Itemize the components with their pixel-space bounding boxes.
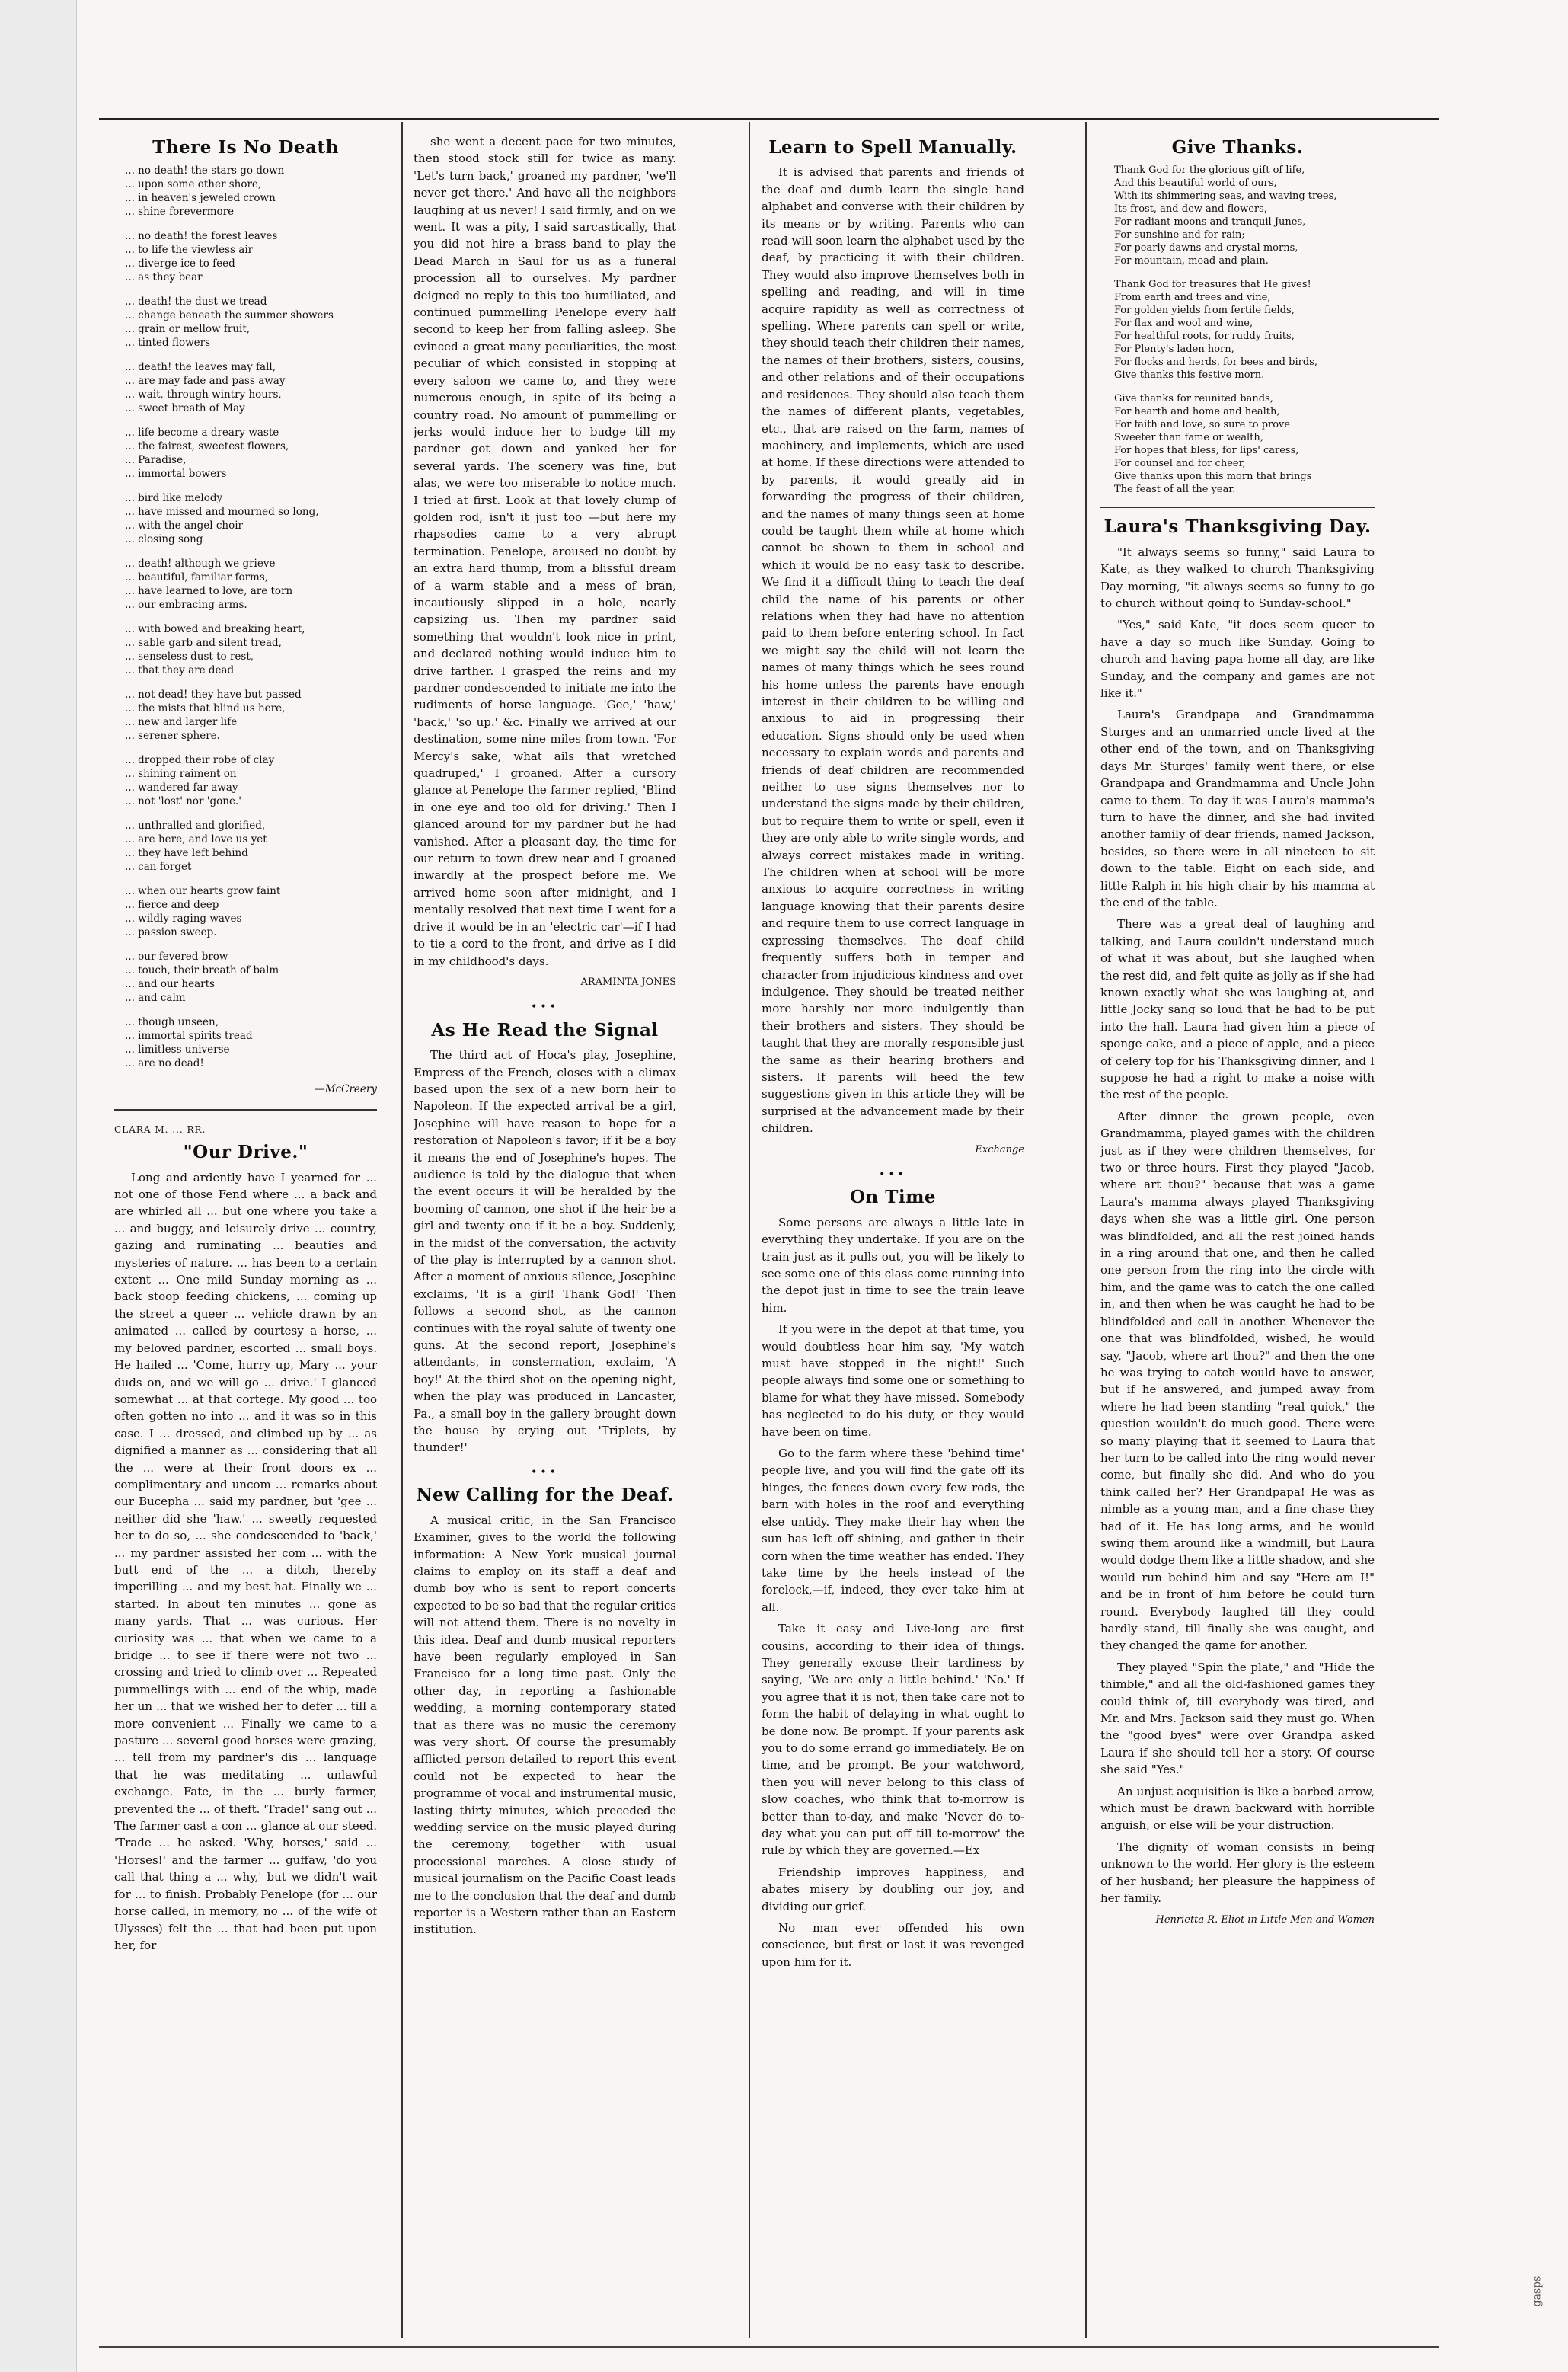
poem-line: ... with bowed and breaking heart,	[125, 623, 305, 636]
stanza	[114, 884, 377, 939]
poem-attribution: —McCreery	[315, 1083, 377, 1096]
poem-line: ... beautiful, familiar forms,	[125, 571, 269, 584]
top-rule	[99, 118, 1439, 120]
divider	[114, 1109, 377, 1111]
poem-line: ... touch, their breath of balm	[125, 964, 279, 977]
story-title: Laura's Thanksgiving Day.	[1103, 516, 1372, 538]
poem-line: ... are here, and love us yet	[125, 833, 267, 846]
poem-line: ... serener sphere.	[125, 730, 220, 743]
poem-line: ... sable garb and silent tread,	[125, 637, 282, 650]
poem-line: ... immortal spirits tread	[125, 1030, 253, 1043]
poem-line: For sunshine and for rain;	[1114, 229, 1245, 241]
poem-line: ... wandered far away	[125, 782, 238, 794]
poem-line: For golden yields from fertile fields,	[1114, 305, 1295, 317]
story-signature: ARAMINTA JONES	[580, 976, 676, 988]
separator: •••	[531, 1001, 559, 1014]
poem-line: For mountain, mead and plain.	[1114, 255, 1269, 267]
poem-line: And this beautiful world of ours,	[1114, 177, 1277, 190]
stanza	[114, 950, 377, 1005]
stanza	[114, 295, 377, 350]
stanza	[114, 426, 377, 481]
stanza	[114, 360, 377, 415]
paragraph: They played "Spin the plate," and "Hide the thimble," and all the old-fashioned games they could think of, till everybody was tired, and Mr. and Mrs. Jackson said they must go. When the "good byes" were over Grandpa asked Laura if she should tell her a story. Of course she said "Yes."	[1100, 1660, 1375, 1777]
poem-line: ... sweet breath of May	[125, 402, 245, 415]
poem-title: Give Thanks.	[1171, 137, 1304, 158]
poem-line: For flocks and herds, for bees and birds,	[1114, 356, 1317, 369]
stanza	[114, 229, 377, 284]
poem-line: ... and calm	[125, 992, 186, 1005]
paragraph: A musical critic, in the San Francisco Examiner, gives to the world the following information: A New York musical journal claims to employ on its staff a deaf and dumb boy who is sent to report concerts expected to be so bad that the regular critics will not attend them. There is no novelty in this idea. Deaf and dumb musical reporters have been regularly employed in San Francisco for a long time past. Only the other day, in reporting a fashionable wedding, a morning contemporary stated that as there was no music the ceremony was very short. Of course the presumably afflicted person detailed to report this event could not be expected to hear the programme of vocal and instrumental music, lasting thirty minutes, which preceded the wedding service on the music played during the ceremony, together with usual processional marches. A close study of musical journalism on the Pacific Coast leads me to the conclusion that the deaf and dumb reporter is a Western rather than an Eastern institution.	[414, 1513, 676, 1937]
stanza	[1100, 278, 1375, 382]
poem-line: For pearly dawns and crystal morns,	[1114, 242, 1298, 254]
article-body	[762, 1214, 1024, 1971]
poem-line: ... have learned to love, are torn	[125, 585, 293, 598]
poem-line: ... unthralled and glorified,	[125, 820, 266, 833]
poem-line: ... with the angel choir	[125, 519, 243, 532]
poem-line: Thank God for treasures that He gives!	[1114, 279, 1311, 291]
poem-line: ... fierce and deep	[125, 899, 219, 912]
poem-line: Its frost, and dew and flowers,	[1114, 203, 1267, 216]
separator: •••	[531, 1466, 559, 1479]
story-body	[114, 1169, 377, 1955]
poem-line: For healthful roots, for ruddy fruits,	[1114, 331, 1295, 343]
poem-line: For Plenty's laden horn,	[1114, 344, 1234, 356]
paragraph: Take it easy and Live-long are first cousins, according to their idea of things. They generally excuse their tardiness by saying, 'We are only a little behind.' 'No.' If you agree that it is not, then take care not to form the habit of delaying in what ought to be done now. Be prompt. If your parents ask you to do some errand go immediately. Be on time, and be prompt. Be your watchword, then you will never belong to this class of slow coaches, who think that to-morrow is better than to-day, and make 'Never do to-day what you can put off till to-morrow' the rule by which they are governed.—Ex	[762, 1622, 1024, 1858]
stanza	[114, 557, 377, 612]
poem-line: ... are no dead!	[125, 1057, 204, 1070]
poem-line: ... new and larger life	[125, 716, 238, 729]
poem-line: ... in heaven's jeweled crown	[125, 192, 276, 205]
poem-line: ... immortal bowers	[125, 468, 227, 481]
poem-line: ... grain or mellow fruit,	[125, 323, 251, 336]
paragraph: An unjust acquisition is like a barbed arrow, which must be drawn backward with horrible anguish, or else will be your distruction.	[1100, 1784, 1375, 1833]
poem-line: ... when our hearts grow faint	[125, 885, 281, 898]
poem-line: ... our embracing arms.	[125, 599, 247, 612]
page-margin	[0, 0, 77, 2372]
poem-line: ... dropped their robe of clay	[125, 754, 275, 767]
paragraph: The dignity of woman consists in being unknown to the world. Her glory is the esteem of her husband; her pleasure the happiness of her family.	[1100, 1840, 1375, 1906]
stanza	[114, 753, 377, 808]
poem-line: For hearth and home and health,	[1114, 406, 1280, 418]
poem-title: There Is No Death	[152, 137, 339, 158]
poem-line: Give thanks upon this morn that brings	[1114, 471, 1312, 483]
paragraph: If you were in the depot at that time, you would doubtless hear him say, 'My watch must have stopped in the night!' Such people always find some one or something to blame for what they have missed. Somebody has neglected to do his duty, or they would have been on time.	[762, 1322, 1024, 1439]
stanza	[114, 622, 377, 677]
paragraph: she went a decent pace for two minutes, then stood stock still for twice as many. 'Let's turn back,' groaned my pardner, 'we'll never get there.' And have all the neighbors laughing at us never! I said firmly, and on we went. It was a pity, I said sarcastically, that you did not hire a brass band to play the Dead March in Saul for us as a funeral procession all to ourselves. My pardner deigned no reply to this too humiliated, and continued pummelling Penelope every half second to keep her from falling asleep. She evinced a great many peculiarities, the most peculiar of which consisted in stopping at every saloon we came to, and they were numerous enough, in spite of its being a country road. No amount of pummelling or jerks would induce her to budge till my pardner got down and yanked her for several yards. The scenery was fine, but alas, we were too miserable to notice much. I tried at first. Look at that lovely clump of golden rod, isn't it just too —but here my rhapsodies came to a very abrupt termination. Penelope, aroused no doubt by an extra hard thump, from a blissful dream of a warm stable and a mess of bran, incautiously slipped in a hole, nearly capsizing us. Then my pardner said something that wouldn't look nice in print, and declared nothing would induce him to drive farther. I grasped the reins and my pardner condescended to initiate me into the rudiments of horse language. 'Gee,' 'haw,' 'back,' 'so up.' &c. Finally we arrived at our destination, some nine miles from town. 'For Mercy's sake, what ails that wretched quadruped,' I groaned. After a cursory glance at Penelope the farmer replied, 'Blind in one eye and too old for driving.' Then I glanced around for my pardner but he had vanished. After a pleasant day, the time for our return to town drew near and I groaned inwardly at the prospect before me. We arrived home soon after midnight, and I mentally resolved that next time I went for a drive it would be in an 'electric car'—if I had to tie a cord to the front, and drive as I did in my childhood's days.	[414, 135, 676, 968]
column-2	[414, 133, 676, 2338]
poem-line: ... that they are dead	[125, 664, 235, 677]
poem-line: ... life become a dreary waste	[125, 427, 279, 440]
column-rule	[1085, 122, 1087, 2338]
bottom-rule	[99, 2346, 1439, 2348]
paragraph: After dinner the grown people, even Grandmamma, played games with the children just as if they were children themselves, for two or three hours. First they played "Jacob, where art thou?" because that was a game Laura's mamma always played Thanksgiving days when she was a little girl. One person was blindfolded, and all the rest joined hands in a ring around that one, and then he called one person from the ring into the circle with him, and the game was to catch the one called in, and then when he was caught he had to be blindfolded and call in another. Whenever the one that was blindfolded, wished, he would say, "Jacob, where art thou?" and then the one he was trying to catch would have to answer, but if he answered, and jumped away from where he had been standing "real quick," the question wouldn't do much good. There were so many playing that it seemed to Laura that her turn to be called into the ring would never come, but finally she did. And who do you think called her? Her Grandpapa! He was as nimble as a young man, and a fine chase they had of it. He has long arms, and he would swing them around like a windmill, but Laura would dodge them like a little shadow, and she would run behind him and say "Here am I!" and be in front of him before he could turn round. Everybody laughed till they could hardly stand, till finally she was caught, and they changed the game for another.	[1100, 1109, 1375, 1653]
story-title: "Our Drive."	[183, 1142, 308, 1163]
poem-line: For hopes that bless, for lips' caress,	[1114, 445, 1299, 457]
poem-line: The feast of all the year.	[1114, 484, 1236, 496]
poem-body	[114, 164, 377, 1070]
poem-body	[1100, 164, 1375, 496]
poem-line: ... diverge ice to feed	[125, 257, 235, 270]
poem-line: ... Paradise,	[125, 454, 187, 467]
stanza	[114, 491, 377, 546]
paragraph: There was a great deal of laughing and talking, and Laura couldn't understand much of what it was about, but she laughed when the rest did, and felt quite as jolly as if she had known exactly what she was laughing at, and little Jocky sang so loud that he had to be put into the hall. Laura had given him a piece of sponge cake, and a piece of apple, and a piece of celery top for his Thanksgiving dinner, and I suppose he had a right to make a noise with the rest of the people.	[1100, 917, 1375, 1102]
poem-line: ... are may fade and pass away	[125, 375, 286, 388]
poem-line: ... death! although we grieve	[125, 558, 276, 571]
poem-line: ... no death! the forest leaves	[125, 230, 278, 243]
stanza	[114, 819, 377, 874]
paragraph: Some persons are always a little late in everything they undertake. If you are on the train just as it pulls out, you will be likely to see some one of this class come running into the depot just in time to see the train leave him.	[762, 1215, 1024, 1315]
poem-line: ... as they bear	[125, 271, 203, 284]
article-title: On Time	[849, 1187, 937, 1208]
poem-line: ... limitless universe	[125, 1044, 230, 1057]
story-byline: CLARA M. ... RR.	[114, 1124, 206, 1135]
story-source: —Henrietta R. Eliot in Little Men and Women	[1145, 1913, 1375, 1926]
poem-line: Give thanks this festive morn.	[1114, 369, 1265, 382]
stanza	[114, 688, 377, 743]
column-rule	[401, 122, 403, 2338]
poem-line: For faith and love, so sure to prove	[1114, 419, 1291, 431]
article-title: As He Read the Signal	[431, 1019, 659, 1041]
poem-line: ... passion sweep.	[125, 926, 217, 939]
paragraph: Friendship improves happiness, and abates misery by doubling our joy, and dividing our grief.	[762, 1865, 1024, 1913]
article-title: New Calling for the Deaf.	[416, 1485, 674, 1506]
paragraph: The third act of Hoca's play, Josephine, Empress of the French, closes with a climax based upon the sex of a new born heir to Napoleon. If the expected arrival be a girl, Josephine will have reason to hope for a restoration of Napoleon's favor; if it be a boy it means the end of Josephine's hopes. The audience is told by the dialogue that when the event occurs it will be heralded by the booming of cannon, one shot if the heir be a girl and twenty one if it be a boy. Suddenly, in the midst of the conversation, the activity of the play is interrupted by a cannon shot. After a moment of anxious silence, Josephine exclaims, 'It is a girl! Thank God!' Then follows a second shot, as the cannon continues with the royal salute of twenty one guns. At the second report, Josephine's attendants, in consternation, exclaim, 'A boy!' At the third shot on the opening night, when the play was produced in Lancaster, Pa., a small boy in the gallery brought down the house by crying out 'Triplets, by thunder!'	[414, 1048, 676, 1455]
poem-line: ... they have left behind	[125, 847, 248, 860]
paragraph: No man ever offended his own conscience, but first or last it was revenged upon him for it.	[762, 1921, 1024, 1969]
poem-line: ... to life the viewless air	[125, 244, 254, 257]
separator: •••	[879, 1168, 907, 1181]
stanza	[114, 1015, 377, 1070]
poem-line: ... and our hearts	[125, 978, 215, 991]
poem-line: For counsel and for cheer,	[1114, 458, 1246, 470]
story-continued	[414, 133, 676, 970]
article-source: Exchange	[975, 1143, 1024, 1156]
poem-line: With its shimmering seas, and waving trees,	[1114, 190, 1337, 203]
poem-line: ... bird like melody	[125, 492, 223, 505]
column-4	[1100, 133, 1375, 2338]
paragraph: "Yes," said Kate, "it does seem queer to have a day so much like Sunday. Going to church and having papa home all day, are like Sunday, and the company and games are not like it."	[1100, 618, 1375, 701]
poem-line: ... death! the leaves may fall,	[125, 361, 276, 374]
poem-line: From earth and trees and vine,	[1114, 292, 1271, 304]
poem-line: ... have missed and mourned so long,	[125, 506, 319, 519]
poem-line: ... senseless dust to rest,	[125, 651, 254, 663]
article-title: Learn to Spell Manually.	[768, 137, 1017, 158]
poem-line: ... can forget	[125, 861, 192, 874]
poem-line: ... wildly raging waves	[125, 913, 242, 925]
column-3	[762, 133, 1024, 2338]
story-body	[1100, 544, 1375, 1907]
poem-line: Sweeter than fame or wealth,	[1114, 432, 1263, 444]
poem-line: ... our fevered brow	[125, 951, 228, 964]
poem-line: Give thanks for reunited bands,	[1114, 393, 1273, 405]
paragraph: Laura's Grandpapa and Grandmamma Sturges and an unmarried uncle lived at the other end of the town, and on Thanksgiving days Mr. Sturges' family went there, or else Grandpapa and Grandmamma and Uncle John came to them. To day it was Laura's mamma's turn to have the dinner, and she had invited another family of dear friends, named Jackson, besides, so there were in all nineteen to sit down to the table. Eight on each side, and little Ralph in his high chair by his mamma at the end of the table.	[1100, 708, 1375, 909]
column-rule	[749, 122, 750, 2338]
article-body	[762, 164, 1024, 1136]
divider	[1100, 507, 1375, 508]
poem-line: ... shine forevermore	[125, 206, 235, 219]
paragraph: "It always seems so funny," said Laura to Kate, as they walked to church Thanksgiving Day morning, "it always seems so funny to go to church without going to Sunday-school."	[1100, 545, 1375, 611]
poem-line: ... not 'lost' nor 'gone.'	[125, 795, 241, 808]
poem-line: For flax and wool and wine,	[1114, 318, 1253, 330]
stanza	[1100, 392, 1375, 496]
poem-line: ... wait, through wintry hours,	[125, 388, 282, 401]
paragraph: It is advised that parents and friends of the deaf and dumb learn the single hand alphabet and converse with their children by its means or by writing. Parents who can read will soon learn the alphabet used by the deaf, by practicing it with their children. They would also improve themselves both in spelling and reading, and will in time acquire rapidity as well as correctness of spelling. Where parents can spell or write, they should teach their children their names, the names of their brothers, sisters, cousins, and other relations and of their occupations and residences. They should also teach them the names of different plants, vegetables, etc., that are raised on the farm, names of machinery, and implements, which are used at home. If these directions were attended to by parents, it would greatly aid in forwarding the progress of their children, and the names of many things seen at home could be taught them while at home which cannot be shown to them in school and which it would be no easy task to describe. We find it a difficult thing to teach the deaf child the name of his parents or other relations when they had have no attention paid to them before entering school. In fact we might say the child will not learn the names of many things which he sees round his home unless the parents have enough interest in their children to be willing and anxious to aid in progressing their education. Signs should only be used when necessary to explain words and parents and friends of deaf children are recommended neither to use signs themselves nor to understand the signs made by their children, but to require them to write or spell, even if they are only able to write single words, and always correct mistakes made in writing. The children when at school will be more anxious to acquire correctness in writing language knowing that their parents desire and require them to use correct language in expressing themselves. The deaf child frequently suffers both in temper and character from injudicious kindness and over indulgence. They should be treated neither more harshly nor more indulgently than their brothers and sisters. They should be taught that they are morally responsible just the same as their hearing brothers and sisters. If parents will heed the few suggestions given in this article they will be surprised at the advancement made by their children.	[762, 165, 1024, 1136]
poem-line: ... tinted flowers	[125, 337, 211, 350]
poem-line: ... the mists that blind us here,	[125, 702, 286, 715]
margin-stamp: gasps	[1531, 2275, 1544, 2307]
poem-line: ... no death! the stars go down	[125, 165, 285, 177]
poem-line: ... change beneath the summer showers	[125, 309, 334, 322]
article-body	[414, 1047, 676, 1456]
stanza	[1100, 164, 1375, 267]
poem-line: ... upon some other shore,	[125, 178, 262, 191]
article-body	[414, 1512, 676, 1939]
stanza	[114, 164, 377, 219]
poem-line: ... closing song	[125, 533, 203, 546]
poem-line: ... death! the dust we tread	[125, 296, 267, 308]
column-1	[114, 133, 377, 2338]
poem-line: ... the fairest, sweetest flowers,	[125, 440, 289, 453]
poem-line: ... not dead! they have but passed	[125, 689, 302, 702]
poem-line: ... shining raiment on	[125, 768, 237, 781]
poem-line: ... though unseen,	[125, 1016, 219, 1029]
paragraph: Long and ardently have I yearned for ... not one of those Fend where ... a back and are whirled all ... but one where you take a ... and buggy, and leisurely drive ... country, gazing and ruminating ... beauties and mysteries of nature. ... has been to a certain extent ... One mild Sunday morning as ... back stoop feeding chickens, ... coming up the street a queer ... vehicle drawn by an animated ... called by courtesy a horse, ... my beloved pardner, escorted ... small boys. He hailed ... 'Come, hurry up, Mary ... your duds on, and we will go ... drive.' I glanced somewhat ... at that cortege. My good ... too often gotten no into ... and it was so in this case. I ... dressed, and climbed up by ... as dignified a manner as ... considering that all the ... were at their front doors ex ... complimentary and uncom ... remarks about our Bucepha ... said my pardner, but 'gee ... neither did she 'haw.' ... sweetly requested her to do so, ... she condescended to 'back,' ... my pardner assisted her com ... with the butt end of the ... a ditch, thereby imperilling ... and my best hat. Finally we ... started. In about ten minutes ... gone as many yards. That ... was curious. Her curiosity was ... that when we came to a bridge ... to see if there were not two ... crossing and tried to climb over ... Repeated pummellings with ... end of the whip, made her un ... that we wished her to defer ... till a more convenient ... Finally we came to a pasture ... several good horses were grazing, ... tell from my pardner's dis ... language that he was meditating ... unlawful exchange. Fate, in the ... burly farmer, prevented the ... of theft. 'Trade!' sang out ... The farmer cast a con ... glance at our steed. 'Trade ... he asked. 'Why, horses,' said ... 'Horses!' and the farmer ... guffaw, 'do you call that thing a ... why,' but we didn't wait for ... to finish. Probably Penelope (for ... our horse called, in memory, no ... of the wife of Ulysses) felt the ... that had been put upon her, for	[114, 1170, 377, 1952]
poem-line: Thank God for the glorious gift of life,	[1114, 165, 1305, 177]
poem-line: For radiant moons and tranquil Junes,	[1114, 216, 1306, 229]
paragraph: Go to the farm where these 'behind time' people live, and you will find the gate off its hinges, the fences down every few rods, the barn with holes in the roof and everything else untidy. They make their hay when the sun has left off shining, and gather in their corn when the time weather has ended. They take time by the heels instead of the forelock,—if, indeed, they ever take him at all.	[762, 1447, 1024, 1614]
